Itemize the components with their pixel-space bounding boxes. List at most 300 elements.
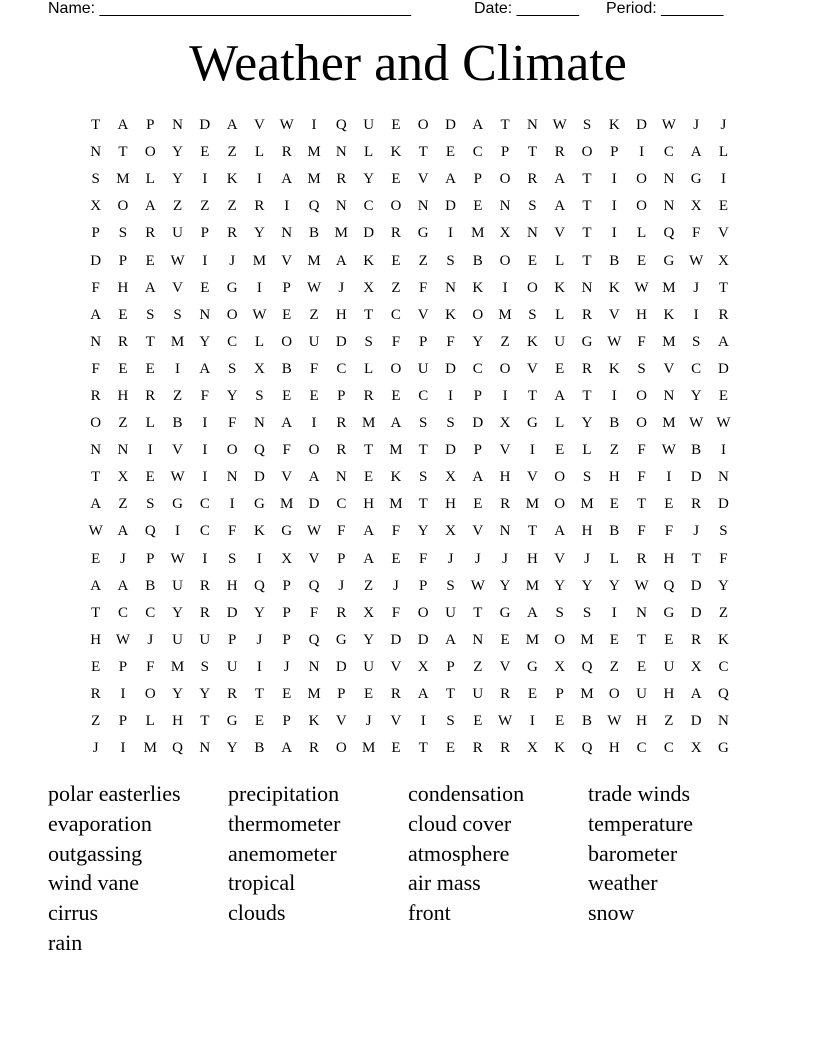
grid-letter[interactable]: R	[336, 171, 347, 188]
grid-letter[interactable]: E	[254, 713, 265, 730]
grid-letter[interactable]: R	[363, 387, 374, 404]
grid-letter[interactable]: U	[636, 686, 647, 703]
grid-letter[interactable]: V	[554, 550, 566, 567]
grid-letter[interactable]: O	[554, 496, 566, 513]
grid-letter[interactable]: A	[308, 469, 320, 486]
grid-letter[interactable]: Z	[418, 252, 428, 269]
grid-letter[interactable]: K	[526, 333, 538, 350]
grid-letter[interactable]: R	[199, 577, 210, 594]
grid-letter[interactable]: M	[389, 442, 403, 459]
grid-letter[interactable]: S	[364, 333, 373, 350]
grid-letter[interactable]: N	[335, 144, 347, 161]
grid-letter[interactable]: C	[472, 144, 483, 161]
grid-letter[interactable]: I	[202, 550, 208, 567]
grid-letter[interactable]: O	[281, 333, 293, 350]
grid-letter[interactable]: I	[448, 387, 453, 404]
grid-letter[interactable]: M	[580, 496, 594, 513]
grid-letter[interactable]: P	[473, 387, 482, 404]
grid-letter[interactable]: W	[306, 279, 322, 296]
name-field[interactable]: Name: ___________________________________	[48, 0, 412, 17]
grid-letter[interactable]: R	[90, 387, 101, 404]
grid-letter[interactable]: A	[445, 171, 456, 188]
grid-letter[interactable]: I	[175, 360, 181, 377]
grid-letter[interactable]: B	[691, 442, 702, 459]
grid-letter[interactable]: X	[281, 550, 293, 567]
grid-letter[interactable]: T	[582, 198, 592, 215]
grid-letter[interactable]: J	[502, 550, 509, 567]
grid-letter[interactable]: N	[663, 198, 675, 215]
grid-letter[interactable]: V	[417, 306, 429, 323]
grid-letter[interactable]: A	[281, 415, 293, 432]
grid-letter[interactable]: T	[254, 686, 265, 703]
grid-letter[interactable]: P	[473, 442, 482, 459]
grid-letter[interactable]: C	[663, 144, 674, 161]
grid-letter[interactable]: A	[90, 577, 102, 594]
grid-letter[interactable]: R	[500, 686, 511, 703]
grid-letter[interactable]: U	[663, 658, 675, 675]
grid-letter[interactable]: N	[718, 713, 729, 730]
grid-letter[interactable]: M	[307, 686, 321, 703]
grid-letter[interactable]: T	[418, 442, 428, 459]
grid-letter[interactable]: E	[91, 658, 101, 675]
grid-letter[interactable]: E	[473, 713, 483, 730]
grid-letter[interactable]: C	[363, 198, 374, 215]
grid-letter[interactable]: F	[200, 387, 209, 404]
grid-letter[interactable]: V	[472, 523, 484, 540]
grid-letter[interactable]: A	[445, 631, 456, 648]
grid-letter[interactable]: D	[226, 604, 238, 621]
grid-letter[interactable]: D	[472, 415, 484, 432]
grid-letter[interactable]: I	[311, 117, 317, 134]
grid-letter[interactable]: H	[608, 740, 620, 757]
grid-letter[interactable]: F	[637, 469, 646, 486]
grid-letter[interactable]: T	[582, 387, 592, 404]
grid-letter[interactable]: D	[308, 496, 320, 513]
grid-letter[interactable]: Y	[581, 415, 593, 432]
grid-letter[interactable]: N	[445, 279, 456, 296]
grid-letter[interactable]: A	[554, 387, 566, 404]
grid-letter[interactable]: Y	[581, 577, 593, 594]
grid-letter[interactable]: S	[719, 523, 728, 540]
grid-letter[interactable]: B	[472, 252, 483, 269]
grid-letter[interactable]: C	[145, 604, 156, 621]
grid-letter[interactable]: V	[554, 225, 566, 242]
grid-letter[interactable]: E	[145, 360, 155, 377]
grid-letter[interactable]: F	[227, 523, 237, 540]
grid-letter[interactable]: Y	[172, 171, 183, 188]
grid-letter[interactable]: P	[282, 713, 291, 730]
grid-letter[interactable]: G	[581, 333, 593, 350]
grid-letter[interactable]: L	[364, 144, 374, 161]
grid-letter[interactable]: S	[446, 252, 455, 269]
grid-letter[interactable]: K	[254, 523, 265, 540]
grid-letter[interactable]: U	[308, 333, 320, 350]
grid-letter[interactable]: J	[447, 550, 454, 567]
grid-letter[interactable]: I	[120, 740, 126, 757]
grid-letter[interactable]: N	[199, 306, 211, 323]
grid-letter[interactable]: M	[307, 144, 321, 161]
grid-letter[interactable]: C	[227, 333, 238, 350]
grid-letter[interactable]: E	[118, 360, 128, 377]
grid-letter[interactable]: I	[202, 171, 208, 188]
grid-letter[interactable]: F	[637, 523, 646, 540]
grid-letter[interactable]: I	[611, 171, 617, 188]
grid-letter[interactable]: Z	[609, 442, 619, 459]
grid-letter[interactable]: T	[527, 523, 537, 540]
grid-letter[interactable]: R	[554, 144, 565, 161]
grid-letter[interactable]: D	[445, 198, 456, 215]
grid-letter[interactable]: V	[335, 713, 347, 730]
grid-letter[interactable]: Z	[309, 306, 319, 323]
grid-letter[interactable]: M	[361, 415, 376, 432]
grid-letter[interactable]: S	[528, 306, 537, 323]
grid-letter[interactable]: B	[609, 523, 620, 540]
grid-letter[interactable]: A	[90, 306, 102, 323]
grid-letter[interactable]: G	[417, 225, 429, 242]
grid-letter[interactable]: U	[172, 631, 183, 648]
grid-letter[interactable]: M	[525, 577, 540, 594]
grid-letter[interactable]: T	[200, 713, 210, 730]
grid-letter[interactable]: Z	[118, 415, 128, 432]
grid-letter[interactable]: M	[361, 740, 376, 757]
grid-letter[interactable]: E	[200, 279, 210, 296]
grid-letter[interactable]: H	[226, 577, 238, 594]
grid-letter[interactable]: R	[90, 686, 101, 703]
grid-letter[interactable]: O	[417, 604, 429, 621]
grid-letter[interactable]: Y	[226, 740, 238, 757]
grid-letter[interactable]: D	[445, 442, 456, 459]
grid-letter[interactable]: T	[582, 225, 592, 242]
grid-letter[interactable]: I	[502, 279, 508, 296]
grid-letter[interactable]: A	[472, 117, 484, 134]
grid-letter[interactable]: W	[661, 442, 676, 459]
grid-letter[interactable]: O	[554, 631, 566, 648]
grid-letter[interactable]: S	[446, 713, 455, 730]
grid-letter[interactable]: H	[608, 469, 620, 486]
grid-letter[interactable]: S	[419, 469, 428, 486]
grid-letter[interactable]: Y	[690, 387, 702, 404]
grid-letter[interactable]: I	[202, 469, 208, 486]
grid-letter[interactable]: P	[282, 279, 291, 296]
grid-letter[interactable]: K	[608, 279, 620, 296]
grid-letter[interactable]: R	[336, 442, 347, 459]
grid-letter[interactable]: E	[391, 387, 401, 404]
grid-letter[interactable]: Y	[363, 631, 375, 648]
grid-letter[interactable]: Z	[200, 198, 210, 215]
grid-letter[interactable]: S	[582, 469, 592, 486]
grid-letter[interactable]: R	[527, 171, 538, 188]
grid-letter[interactable]: Y	[199, 686, 211, 703]
grid-letter[interactable]: T	[582, 252, 592, 269]
grid-letter[interactable]: K	[390, 144, 402, 161]
grid-letter[interactable]: N	[281, 225, 293, 242]
grid-letter[interactable]: W	[607, 713, 622, 730]
grid-letter[interactable]: L	[145, 171, 155, 188]
grid-letter[interactable]: H	[117, 279, 129, 296]
grid-letter[interactable]: F	[309, 360, 319, 377]
grid-letter[interactable]: X	[499, 415, 511, 432]
grid-letter[interactable]: Y	[254, 225, 265, 242]
grid-letter[interactable]: I	[175, 523, 181, 540]
grid-letter[interactable]: W	[689, 252, 704, 269]
grid-letter[interactable]: E	[200, 144, 210, 161]
grid-letter[interactable]: I	[611, 198, 617, 215]
grid-letter[interactable]: R	[227, 225, 238, 242]
grid-letter[interactable]: W	[279, 117, 294, 134]
grid-letter[interactable]: X	[554, 658, 566, 675]
grid-letter[interactable]: N	[90, 333, 102, 350]
grid-letter[interactable]: I	[256, 658, 262, 675]
grid-letter[interactable]: L	[555, 306, 565, 323]
grid-letter[interactable]: J	[365, 713, 372, 730]
grid-letter[interactable]: C	[663, 740, 674, 757]
grid-letter[interactable]: G	[663, 604, 675, 621]
grid-letter[interactable]: M	[525, 631, 540, 648]
grid-letter[interactable]: Q	[335, 117, 347, 134]
grid-letter[interactable]: N	[472, 631, 484, 648]
grid-letter[interactable]: O	[636, 198, 647, 215]
grid-letter[interactable]: E	[555, 360, 565, 377]
grid-letter[interactable]: N	[663, 387, 675, 404]
grid-letter[interactable]: N	[335, 469, 347, 486]
grid-letter[interactable]: U	[445, 604, 456, 621]
grid-letter[interactable]: B	[281, 360, 292, 377]
grid-letter[interactable]: Y	[254, 604, 265, 621]
grid-letter[interactable]: A	[117, 117, 129, 134]
grid-letter[interactable]: I	[256, 279, 262, 296]
grid-letter[interactable]: D	[417, 631, 429, 648]
grid-letter[interactable]: G	[172, 496, 183, 513]
grid-letter[interactable]: J	[693, 279, 700, 296]
grid-letter[interactable]: E	[282, 686, 292, 703]
grid-letter[interactable]: O	[636, 171, 647, 188]
grid-letter[interactable]: V	[718, 225, 729, 242]
grid-letter[interactable]: E	[391, 550, 401, 567]
grid-letter[interactable]: Z	[391, 279, 401, 296]
grid-letter[interactable]: G	[526, 658, 538, 675]
grid-letter[interactable]: Y	[417, 523, 429, 540]
grid-letter[interactable]: H	[499, 469, 511, 486]
grid-letter[interactable]: A	[417, 686, 429, 703]
grid-letter[interactable]: M	[662, 279, 676, 296]
grid-letter[interactable]: P	[282, 604, 291, 621]
grid-letter[interactable]: D	[199, 117, 211, 134]
grid-letter[interactable]: A	[281, 171, 293, 188]
grid-letter[interactable]: B	[172, 415, 183, 432]
grid-letter[interactable]: E	[664, 631, 674, 648]
grid-letter[interactable]: Q	[144, 523, 156, 540]
grid-letter[interactable]: E	[473, 198, 483, 215]
grid-letter[interactable]: K	[554, 740, 566, 757]
grid-letter[interactable]: A	[390, 415, 402, 432]
grid-letter[interactable]: M	[662, 415, 676, 432]
grid-letter[interactable]: C	[390, 306, 401, 323]
grid-letter[interactable]: E	[391, 252, 401, 269]
grid-letter[interactable]: W	[661, 117, 676, 134]
grid-letter[interactable]: E	[637, 658, 647, 675]
grid-letter[interactable]: W	[470, 577, 485, 594]
grid-letter[interactable]: T	[91, 604, 101, 621]
grid-letter[interactable]: O	[90, 415, 102, 432]
grid-letter[interactable]: C	[336, 496, 347, 513]
grid-letter[interactable]: I	[693, 306, 699, 323]
grid-letter[interactable]: P	[146, 550, 155, 567]
grid-letter[interactable]: D	[254, 469, 265, 486]
grid-letter[interactable]: I	[611, 604, 617, 621]
grid-letter[interactable]: G	[226, 279, 238, 296]
grid-letter[interactable]: I	[502, 387, 508, 404]
grid-letter[interactable]: E	[91, 550, 101, 567]
grid-letter[interactable]: S	[227, 550, 237, 567]
grid-letter[interactable]: I	[666, 469, 672, 486]
grid-letter[interactable]: P	[146, 117, 155, 134]
grid-letter[interactable]: X	[526, 740, 538, 757]
grid-letter[interactable]: X	[690, 740, 702, 757]
grid-letter[interactable]: I	[720, 171, 726, 188]
period-field[interactable]: Period: _______	[606, 0, 724, 17]
grid-letter[interactable]: F	[391, 604, 401, 621]
grid-letter[interactable]: L	[145, 713, 155, 730]
grid-letter[interactable]: E	[664, 496, 674, 513]
grid-letter[interactable]: W	[552, 117, 567, 134]
grid-letter[interactable]: E	[118, 306, 128, 323]
grid-letter[interactable]: T	[418, 740, 428, 757]
grid-letter[interactable]: N	[226, 469, 238, 486]
grid-letter[interactable]: C	[336, 360, 347, 377]
grid-letter[interactable]: X	[690, 198, 702, 215]
grid-letter[interactable]: K	[445, 306, 456, 323]
grid-letter[interactable]: I	[229, 496, 235, 513]
grid-letter[interactable]: X	[90, 198, 102, 215]
grid-letter[interactable]: J	[693, 523, 700, 540]
grid-letter[interactable]: E	[145, 252, 155, 269]
grid-letter[interactable]: A	[226, 117, 238, 134]
grid-letter[interactable]: E	[555, 442, 565, 459]
grid-letter[interactable]: N	[172, 117, 183, 134]
grid-letter[interactable]: S	[555, 604, 564, 621]
grid-letter[interactable]: Q	[581, 658, 593, 675]
grid-letter[interactable]: P	[473, 171, 482, 188]
grid-letter[interactable]: A	[335, 252, 347, 269]
grid-letter[interactable]: S	[146, 306, 155, 323]
grid-letter[interactable]: S	[91, 171, 100, 188]
grid-letter[interactable]: Q	[308, 577, 320, 594]
grid-letter[interactable]: L	[637, 225, 647, 242]
grid-letter[interactable]: S	[692, 333, 701, 350]
grid-letter[interactable]: C	[117, 604, 128, 621]
grid-letter[interactable]: Z	[473, 658, 483, 675]
grid-letter[interactable]: F	[146, 658, 155, 675]
grid-letter[interactable]: D	[445, 117, 456, 134]
grid-letter[interactable]: D	[363, 225, 375, 242]
grid-letter[interactable]: J	[720, 117, 727, 134]
grid-letter[interactable]: C	[636, 740, 647, 757]
grid-letter[interactable]: G	[254, 496, 265, 513]
grid-letter[interactable]: P	[337, 686, 346, 703]
grid-letter[interactable]: E	[391, 740, 401, 757]
grid-letter[interactable]: M	[280, 496, 294, 513]
grid-letter[interactable]: W	[252, 306, 267, 323]
grid-letter[interactable]: L	[555, 415, 565, 432]
grid-letter[interactable]: L	[718, 144, 729, 161]
grid-letter[interactable]: C	[199, 496, 210, 513]
grid-letter[interactable]: O	[636, 415, 647, 432]
grid-letter[interactable]: P	[118, 658, 128, 675]
grid-letter[interactable]: J	[283, 658, 290, 675]
grid-letter[interactable]: I	[448, 225, 453, 242]
grid-letter[interactable]: Z	[118, 496, 128, 513]
grid-letter[interactable]: V	[663, 360, 675, 377]
grid-letter[interactable]: T	[418, 144, 428, 161]
grid-letter[interactable]: W	[634, 279, 649, 296]
grid-letter[interactable]: E	[500, 631, 510, 648]
grid-letter[interactable]: K	[608, 117, 620, 134]
grid-letter[interactable]: W	[170, 550, 185, 567]
grid-letter[interactable]: T	[637, 631, 647, 648]
grid-letter[interactable]: D	[335, 658, 347, 675]
grid-letter[interactable]: O	[308, 442, 320, 459]
grid-letter[interactable]: R	[636, 550, 647, 567]
grid-letter[interactable]: J	[338, 577, 345, 594]
grid-letter[interactable]: E	[145, 469, 155, 486]
grid-letter[interactable]: E	[364, 469, 374, 486]
grid-letter[interactable]: N	[90, 144, 102, 161]
grid-letter[interactable]: A	[199, 360, 211, 377]
grid-letter[interactable]: M	[170, 658, 185, 675]
grid-letter[interactable]: A	[281, 740, 293, 757]
grid-letter[interactable]: R	[254, 198, 265, 215]
grid-letter[interactable]: H	[172, 713, 183, 730]
grid-letter[interactable]: D	[718, 496, 729, 513]
grid-letter[interactable]: Y	[472, 333, 484, 350]
grid-letter[interactable]: X	[499, 225, 511, 242]
grid-letter[interactable]: F	[227, 415, 237, 432]
grid-letter[interactable]: V	[308, 550, 320, 567]
grid-letter[interactable]: Y	[199, 333, 211, 350]
grid-letter[interactable]: P	[446, 658, 455, 675]
grid-letter[interactable]: O	[499, 171, 511, 188]
grid-letter[interactable]: N	[199, 740, 211, 757]
grid-letter[interactable]: X	[445, 523, 456, 540]
grid-letter[interactable]: A	[472, 469, 484, 486]
grid-letter[interactable]: G	[226, 713, 238, 730]
grid-letter[interactable]: Y	[718, 577, 729, 594]
grid-letter[interactable]: W	[170, 252, 185, 269]
grid-letter[interactable]: L	[254, 333, 265, 350]
grid-letter[interactable]: M	[307, 171, 321, 188]
grid-letter[interactable]: V	[499, 658, 511, 675]
grid-letter[interactable]: Z	[91, 713, 101, 730]
date-field[interactable]: Date: _______	[474, 0, 579, 17]
grid-letter[interactable]: G	[663, 252, 675, 269]
grid-letter[interactable]: E	[609, 631, 619, 648]
grid-letter[interactable]: W	[170, 469, 185, 486]
grid-letter[interactable]: L	[582, 442, 592, 459]
grid-letter[interactable]: M	[252, 252, 267, 269]
grid-letter[interactable]: A	[363, 550, 375, 567]
grid-letter[interactable]: O	[417, 117, 429, 134]
grid-letter[interactable]: R	[472, 740, 483, 757]
grid-letter[interactable]: E	[391, 117, 401, 134]
grid-letter[interactable]: X	[718, 252, 729, 269]
grid-letter[interactable]: E	[445, 144, 456, 161]
grid-letter[interactable]: R	[145, 225, 156, 242]
grid-letter[interactable]: R	[309, 740, 320, 757]
grid-letter[interactable]: V	[526, 469, 538, 486]
grid-letter[interactable]: D	[335, 333, 347, 350]
grid-letter[interactable]: O	[144, 686, 156, 703]
grid-letter[interactable]: O	[526, 279, 538, 296]
